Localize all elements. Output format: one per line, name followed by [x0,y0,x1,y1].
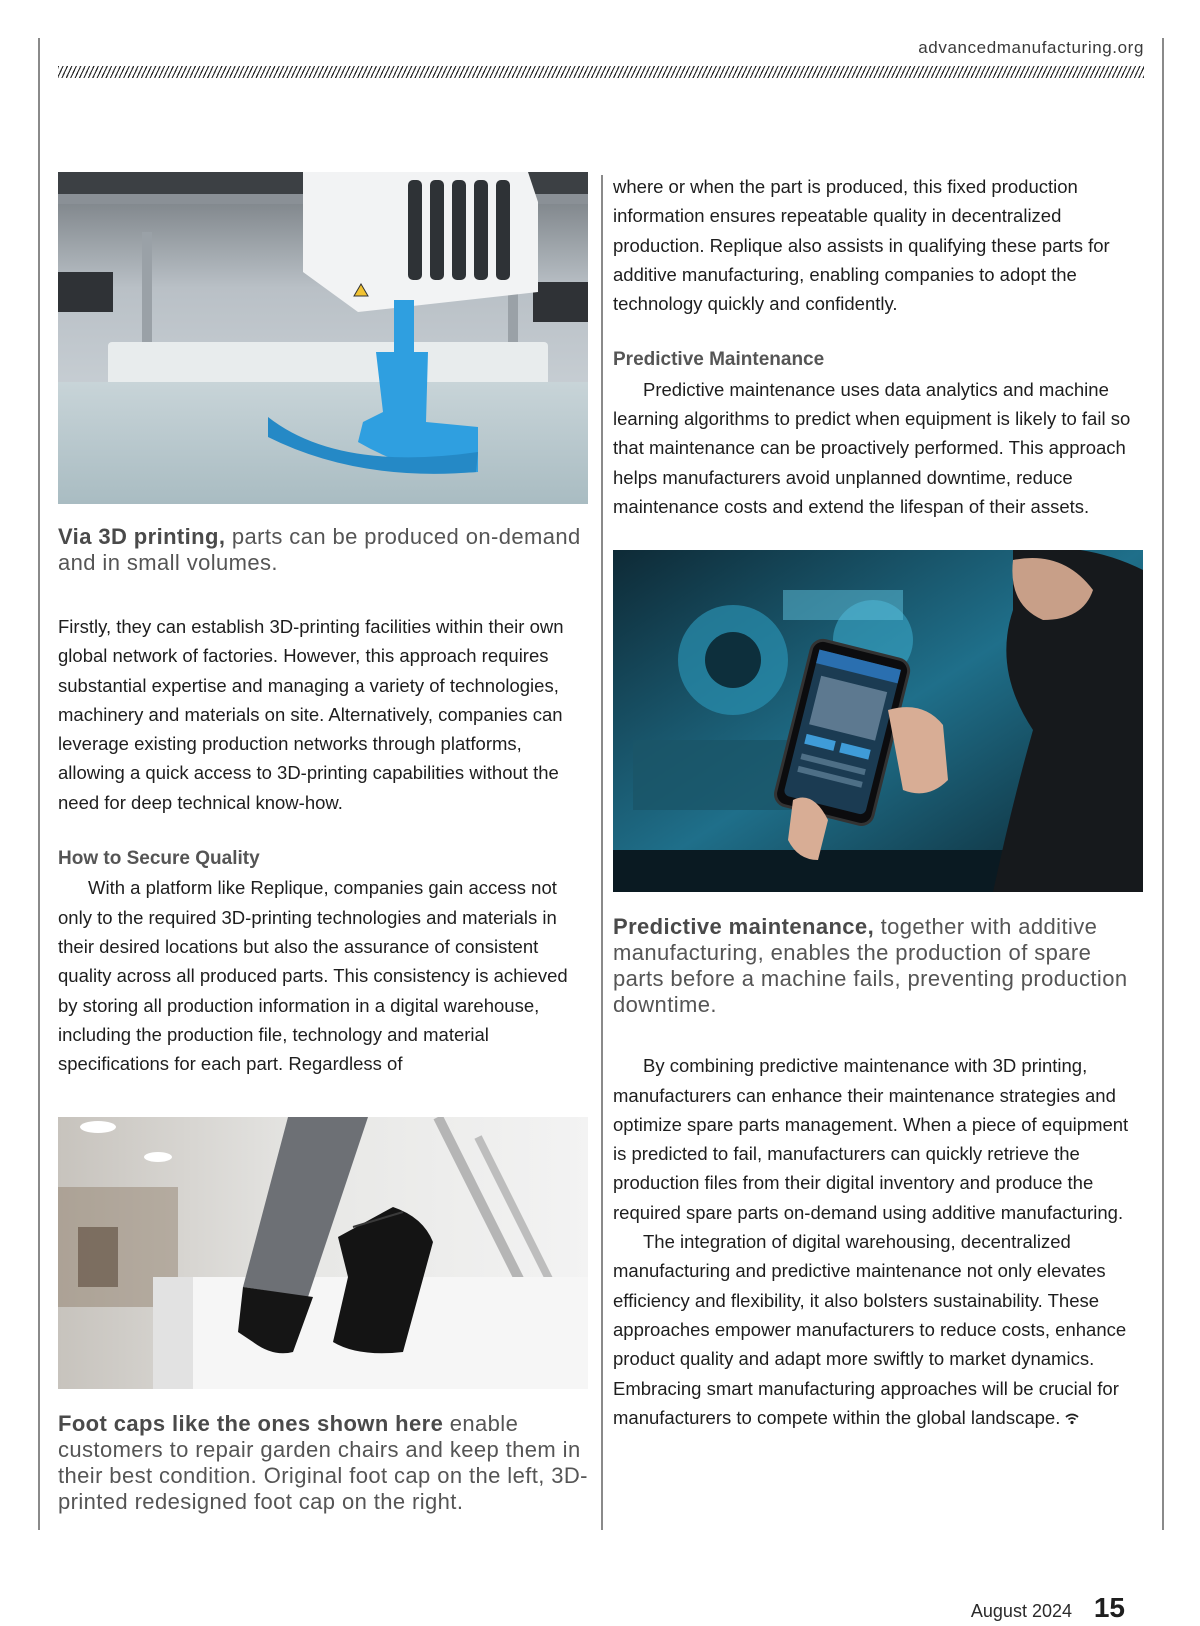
paragraph-facilities: Firstly, they can establish 3D-printing facilities within their own global network of factories. However, this approach requires substantial expertise and managing a variety of technologies, machinery and materials on site. Alternatively, companies can leverage existing production networks through platforms, allowing a quick access to 3D-printing capabilities without the need for deep technical know-how. [58,616,564,813]
subhead-predictive-maintenance: Predictive Maintenance [613,349,825,371]
right-column [613,172,1143,1432]
foot-caps-illustration [58,1117,588,1389]
signal-icon [1065,1413,1079,1425]
paragraph-integration: The integration of digital warehousing, decentralized manufacturing and predictive maintenance not only elevates efficiency and flexibility, it also bolsters sustainability. These approaches empower manufacturers to reduce costs, enhance product quality and adapt more swiftly to market dynamics. Embracing smart manufacturing approaches will be crucial for manufacturers to compete within the global landscape. [613,1231,1127,1428]
paragraph-combining: By combining predictive maintenance with 3D printing, manufacturers can enhance their maintenance strategies and optimize spare parts management. When a piece of equipment is predicted to fail, manufacturers can quickly retrieve the production files from their digital inventory and produce the required spare parts on-demand using additive manufacturing. [613,1055,1129,1223]
caption-predictive-maintenance: Predictive maintenance, together with additive manufacturing, enables the production of spare parts before a machine fails, preventing production downtime. [613,914,1128,1018]
photo-foot-caps [58,1117,588,1389]
paragraph-fixed-production: where or when the part is produced, this fixed production information ensures repeatable quality in decentralized production. Replique also assists in qualifying these parts for additive manufacturing, enabling companies to adopt the technology quickly and confidently. [613,176,1110,315]
photo-3d-printer [58,172,588,504]
page-number: 15 [1093,1592,1125,1623]
caption-3d-printing: Via 3D printing, parts can be produced on-demand and in small volumes. [58,524,581,575]
photo-technician-tablet [613,550,1143,892]
column-divider [601,175,603,1530]
left-column [58,172,588,1515]
site-url: advancedmanufacturing.org [918,38,1144,57]
left-border-rule [38,38,40,1530]
issue-date: August 2024 [970,1601,1072,1621]
paragraph-predictive-maintenance: Predictive maintenance uses data analytics and machine learning algorithms to predict when equipment is likely to fail so that maintenance can be proactively performed. This approach helps manufacturers avoid unplanned downtime, reduce maintenance costs and extend the lifespan of their assets. [613,378,1131,517]
paragraph-replique-quality: With a platform like Replique, companies gain access not only to the required 3D-printing technologies and materials in their desired locations but also the assurance of consistent quality across all produced parts. This consistency is achieved by storing all production information in a digital warehouse, including the production file, technology and material specifications for each part. Regardless of [58,877,568,1075]
right-border-rule [1162,38,1164,1530]
caption-foot-caps: Foot caps like the ones shown here enable customers to repair garden chairs and keep them in their best condition. Original foot cap on the left, 3D-printed redesigned foot cap on the right. [58,1411,588,1515]
printer-illustration [58,172,588,504]
subhead-secure-quality: How to Secure Quality [58,848,260,870]
technician-illustration [613,550,1143,892]
header-hatch-rule [58,66,1144,78]
